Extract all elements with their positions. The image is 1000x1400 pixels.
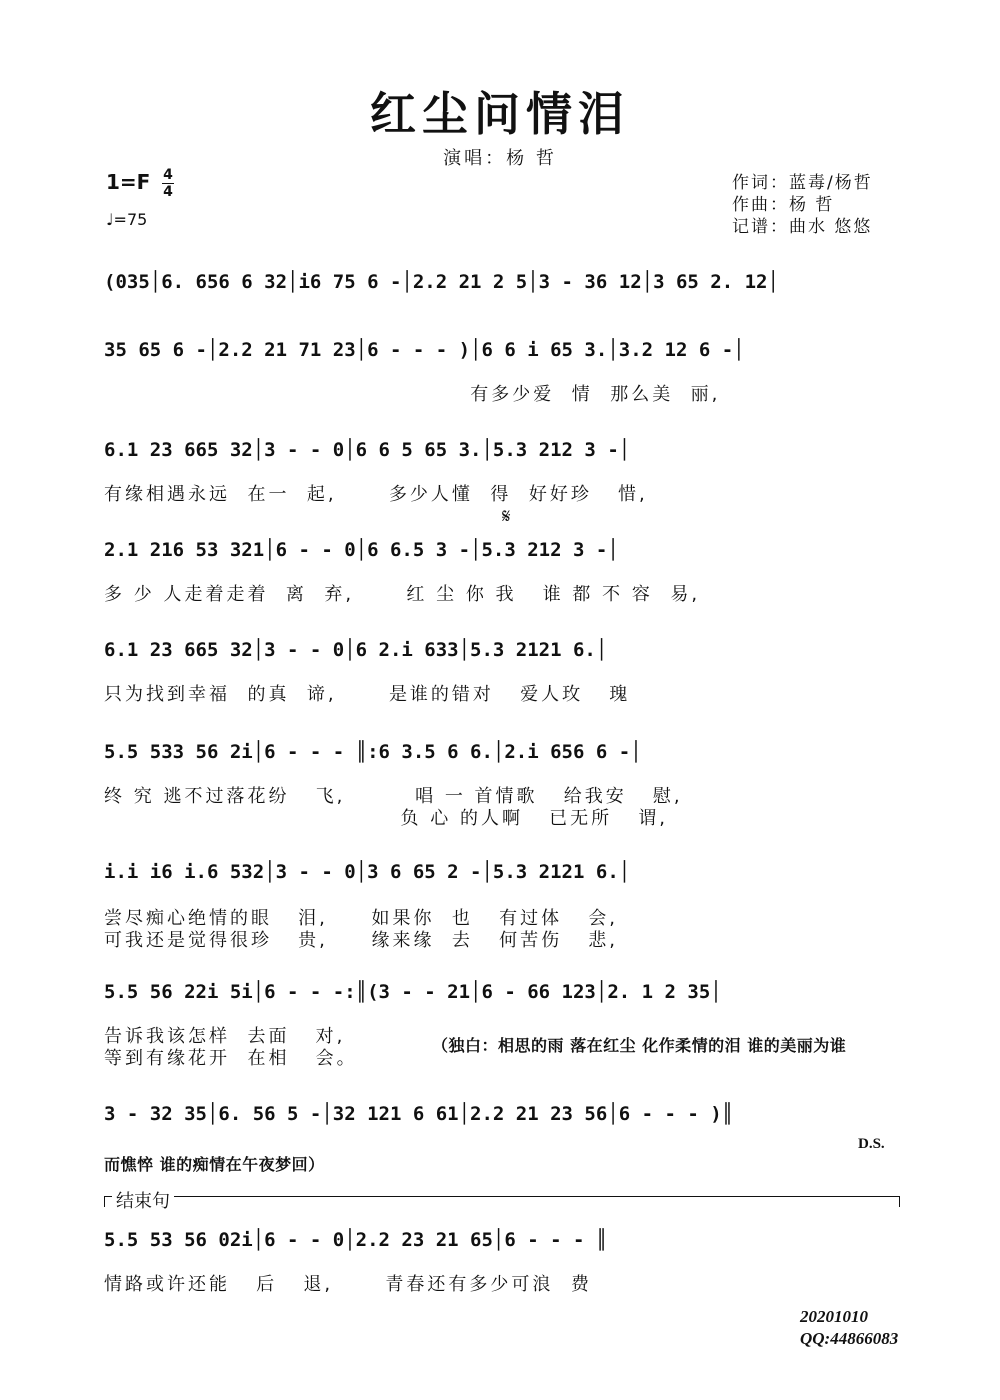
notation-line: 2.1 216 53 321│6 - - 0│6 6.5 3 -│5.3 212 3 -│ [104, 539, 619, 561]
notation-line: 35 65 6 -│2.2 21 71 23│6 - - - )│6 6 i 65 3.│3.2 12 6 -│ [104, 339, 745, 361]
composer-credit: 作曲：杨 哲 [732, 195, 835, 215]
lyric-line: 尝尽痴心绝情的眼 泪, 如果你 也 有过体 会, [104, 908, 618, 929]
notation-line: 6.1 23 665 32│3 - - 0│6 2.i 633│5.3 2121 6.│ [104, 639, 608, 661]
credits [732, 172, 873, 238]
notation-row [104, 530, 900, 570]
lyric-line: 终 究 逃不过落花纷 飞, 唱 一 首情歌 给我安 慰, [104, 786, 683, 807]
notation-row [104, 1094, 900, 1134]
song-title: 红尘问情泪 [370, 87, 630, 141]
notation-line: 5.5 533 56 2i│6 - - - ║:6 3.5 6 6.│2.i 656 6 -│ [104, 741, 642, 763]
notation-line: 5.5 56 22i 5i│6 - - -:║(3 - - 21│6 - 66 123│2. 1 2 35│ [104, 981, 722, 1003]
notation-line: 3 - 32 35│6. 56 5 -│32 121 6 61│2.2 21 23 56│6 - - - )║ [104, 1103, 734, 1125]
ending-bracket [104, 1196, 900, 1207]
notation-line: 6.1 23 665 32│3 - - 0│6 6 5 65 3.│5.3 212 3 -│ [104, 439, 631, 461]
lyric-line: 等到有缘花开 在相 会。 [104, 1048, 358, 1069]
lyric-line: 有多少爱 情 那么美 丽, [104, 384, 721, 405]
ds-marking: D.S. [858, 1136, 885, 1152]
key-signature: 1=F [106, 170, 151, 194]
lyric-line: 告诉我该怎样 去面 对, [104, 1026, 346, 1047]
notation-row [104, 1220, 900, 1260]
singer-line: 演唱：杨 哲 [443, 148, 557, 169]
lyric-line: 多 少 人走着走着 离 弃, 红 尘 你 我 谁 都 不 容 易, [104, 584, 701, 605]
notation-line: (035│6. 656 6 32│i6 75 6 -│2.2 21 2 5│3 - 36 12│3 65 2. 12│ [104, 271, 779, 293]
time-signature-top: 4 [163, 167, 173, 183]
footer-info [800, 1306, 898, 1350]
time-signature [162, 168, 174, 199]
tempo-marking: ♩=75 [106, 210, 148, 229]
notation-line: i.i i6 i.6 532│3 - - 0│3 6 65 2 -│5.3 2121 6.│ [104, 861, 631, 883]
notation-row [104, 852, 900, 892]
notation-row [104, 330, 900, 370]
lyricist-credit: 作词：蓝毒/杨哲 [732, 173, 873, 193]
monologue-text-continued: 而憔悴 谁的痴情在午夜梦回） [104, 1155, 325, 1174]
date-text: 20201010 [800, 1307, 868, 1326]
lyric-line: 可我还是觉得很珍 贵, 缘来缘 去 何苦伤 悲, [104, 930, 618, 951]
lyric-line: 有缘相遇永远 在一 起, 多少人懂 得 好好珍 惜, [104, 484, 648, 505]
notation-row [104, 430, 900, 470]
notation-row [104, 630, 900, 670]
notation-row [104, 972, 900, 1012]
notation-line: 5.5 53 56 02i│6 - - 0│2.2 23 21 65│6 - - - ║ [104, 1229, 608, 1251]
lyric-line: 只为找到幸福 的真 谛, 是谁的错对 爱人玫 瑰 [104, 684, 631, 705]
monologue-text: （独白：相思的雨 落在红尘 化作柔情的泪 谁的美丽为谁 [432, 1036, 847, 1055]
transcriber-credit: 记谱：曲水 悠悠 [732, 217, 873, 237]
notation-row [104, 732, 900, 772]
lyric-line: 负 心 的人啊 已无所 谓, [104, 808, 669, 829]
notation-row [104, 262, 900, 302]
segno-icon: 𝄋 [502, 504, 511, 528]
section-label: 结束句 [112, 1187, 174, 1213]
qq-text: QQ:44866083 [800, 1329, 899, 1348]
time-signature-bottom: 4 [163, 184, 173, 200]
lyric-line: 情路或许还能 后 退, 青春还有多少可浪 费 [104, 1274, 592, 1295]
